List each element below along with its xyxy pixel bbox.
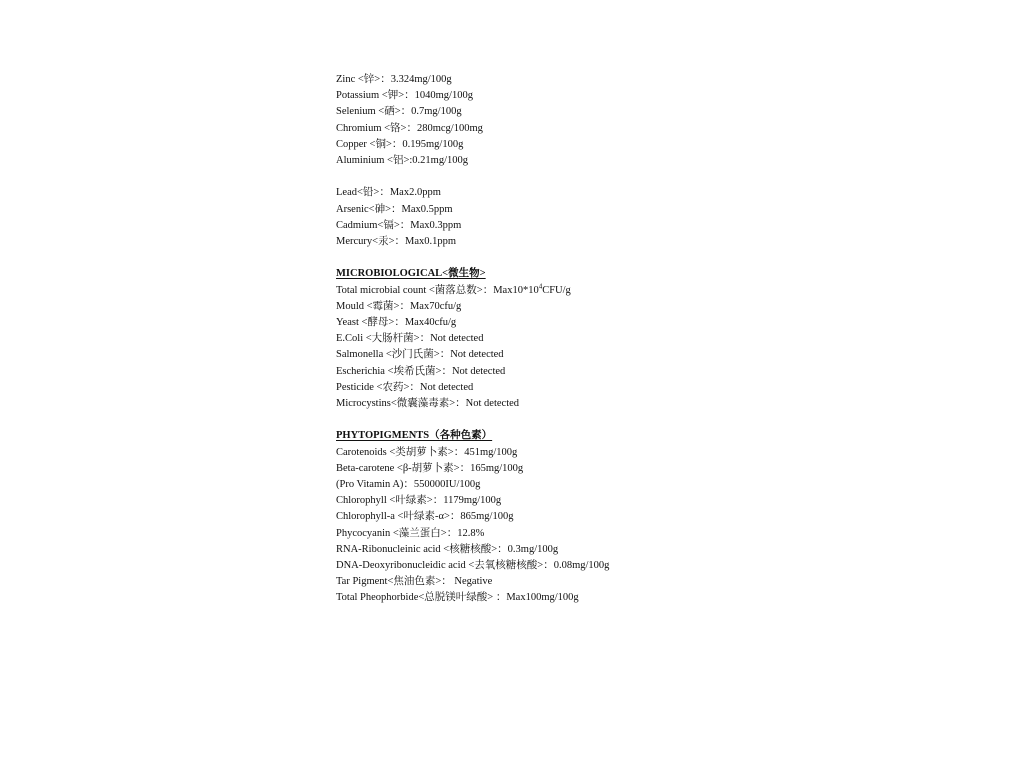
phytopigments-line-chlorophyll-a: Chlorophyll-a <叶绿素-α>：865mg/100g: [336, 511, 514, 523]
microbiological-line-total-count: [336, 283, 756, 299]
microbiological-section: [336, 266, 756, 412]
section-spacer: [336, 412, 756, 428]
phytopigments-line-carotenoids: Carotenoids <类胡萝卜素>：451mg/100g: [336, 446, 518, 458]
heavy-metal-line-lead: Lead<铅>：Max2.0ppm: [336, 187, 441, 199]
phytopigments-line-tar-pigment: Tar Pigment<焦油色素>： Negative: [336, 576, 493, 588]
minerals-line-potassium: Potassium <钾>：1040mg/100g: [336, 90, 473, 102]
heavy-metals-section: [336, 185, 756, 250]
phytopigments-line-dna: DNA-Deoxyribonucleidic acid <去氧核糖核酸>：0.08mg/100g: [336, 560, 610, 572]
phytopigments-line-pro-vitamin-a: (Pro Vitamin A)：550000IU/100g: [336, 479, 481, 491]
minerals-line-aluminium: Aluminium <铝>:0.21mg/100g: [336, 155, 469, 167]
heavy-metal-line-mercury: Mercury<汞>：Max0.1ppm: [336, 236, 457, 248]
minerals-line-selenium: Selenium <硒>：0.7mg/100g: [336, 106, 462, 118]
document-page: [336, 72, 756, 607]
microbiological-line-pesticide: Pesticide <农药>：Not detected: [336, 381, 474, 393]
microbiological-line-microcystins: Microcystins<微囊藻毒素>：Not detected: [336, 398, 520, 410]
minerals-line-chromium: Chromium <铬>：280mcg/100mg: [336, 122, 483, 134]
total-count-suffix: CFU/g: [542, 284, 571, 296]
phytopigments-line-total-pheophorbide: Total Pheophorbide<总脱镁叶绿酸> ：Max100mg/100g: [336, 592, 579, 604]
microbiological-line-mould: Mould <霉菌>：Max70cfu/g: [336, 300, 462, 312]
phytopigments-section: [336, 428, 756, 606]
heavy-metal-line-cadmium: Cadmium<镉>：Max0.3ppm: [336, 219, 462, 231]
total-count-prefix: Total microbial count <菌落总数>：Max10*10: [336, 284, 539, 296]
section-spacer: [336, 169, 756, 185]
phytopigments-line-rna: RNA-Ribonucleinic acid <核糖核酸>：0.3mg/100g: [336, 543, 559, 555]
heavy-metal-line-arsenic: Arsenic<砷>：Max0.5ppm: [336, 203, 453, 215]
section-spacer: [336, 250, 756, 266]
microbiological-heading: MICROBIOLOGICAL<微生物>: [336, 268, 486, 280]
microbiological-line-escherichia: Escherichia <埃希氏菌>：Not detected: [336, 365, 506, 377]
phytopigments-line-beta-carotene: Beta-carotene <β-胡萝卜素>：165mg/100g: [336, 462, 524, 474]
microbiological-line-yeast: Yeast <酵母>：Max40cfu/g: [336, 317, 457, 329]
microbiological-line-ecoli: E.Coli <大肠杆菌>：Not detected: [336, 333, 484, 345]
phytopigments-heading: PHYTOPIGMENTS（各种色素）: [336, 430, 493, 442]
minerals-line-copper: Copper <铜>：0.195mg/100g: [336, 138, 464, 150]
minerals-line-zinc: Zinc <锌>：3.324mg/100g: [336, 74, 452, 85]
phytopigments-line-phycocyanin: Phycocyanin <藻兰蛋白>：12.8%: [336, 527, 485, 539]
microbiological-line-salmonella: Salmonella <沙门氏菌>：Not detected: [336, 349, 504, 361]
minerals-section: [336, 72, 756, 169]
phytopigments-line-chlorophyll: Chlorophyll <叶绿素>：1179mg/100g: [336, 495, 502, 507]
total-count-exponent: 4: [538, 282, 543, 291]
